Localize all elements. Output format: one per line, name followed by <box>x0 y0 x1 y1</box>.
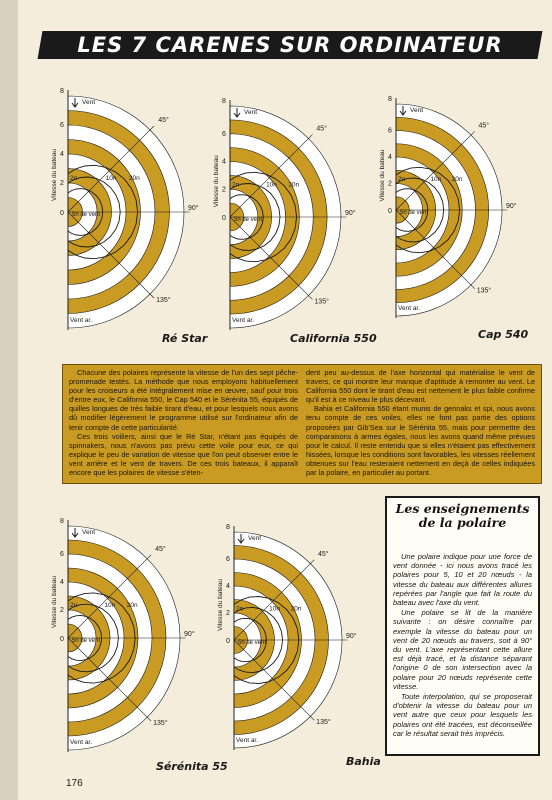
angle-label-135: 135° <box>476 287 492 295</box>
polar-chart-3 <box>378 92 528 327</box>
boat-name-bahia: Bahia <box>346 755 381 768</box>
tick-label-8: 8 <box>60 88 64 95</box>
curve-label-10n: 10n <box>266 181 277 189</box>
tick-label-2: 2 <box>60 180 64 187</box>
curve-label-20n: 20n <box>126 602 138 610</box>
tick-label-6: 6 <box>222 130 226 138</box>
curve-label-5n: 5n de vent <box>72 638 101 644</box>
angle-label-135: 135° <box>156 297 171 305</box>
boat-name-serenita-55: Sérénita 55 <box>156 760 228 773</box>
paragraph: dent peu au-dessus de l'axe horizontal qui matérialise le vent de travers, ce qui montre leur manque d'aptitude à remonter au vent. Le California 550 dont le tirant d'eau est nettement le plus faible confirme qu'il est à ce niveau le plus décevant. <box>306 368 535 405</box>
curve-label-2n: 2n <box>232 181 240 189</box>
paragraph: Toute interpolation, qui se proposerait d'obtenir la vitesse du bateau pour un vent autre que ceux pour lesquels les polaires ont été tracées, est déconseillée car le résultat serait très imprécis. <box>393 692 532 738</box>
angle-label-90: 90° <box>506 203 517 210</box>
angle-label-45: 45° <box>318 550 329 558</box>
curve-label-20n: 20n <box>290 605 302 613</box>
paragraph: Chacune des polaires représente la vitesse de l'un des sept pêche-promenade testés. La méthode que nous employons habituellement pour les croiseurs a été intégralement mise en œuvre, sauf pour trois d'entre eux, le California 550, le Cap 540 et le Sérénita 55, équipés de quilles longues de très faible tirant d'eau, et pour lesquels nous avons dû modifier légèrement le programme utilisé sur l'ordinateur afin de tenir compte de cette particularité. <box>69 368 298 432</box>
curve-label-20n: 20n <box>288 181 300 189</box>
curve-label-5n: 5n de vent <box>234 217 263 223</box>
tick-label-2: 2 <box>226 610 230 617</box>
wind-rear-label: Vent ar. <box>70 317 93 324</box>
polar-chart-2 <box>212 94 364 339</box>
curve-label-5n: 5n de vent <box>72 212 101 218</box>
tick-label-2: 2 <box>388 180 392 188</box>
sidebar-body <box>393 552 532 739</box>
curve-label-2n: 2n <box>70 602 78 610</box>
wind-rear-label: Vent ar. <box>232 317 255 324</box>
angle-label-45: 45° <box>155 545 166 553</box>
page-number: 176 <box>66 778 83 789</box>
page-title: LES 7 CARENES SUR ORDINATEUR <box>77 33 503 57</box>
wind-rear-label: Vent ar. <box>70 739 93 746</box>
curve-label-5n: 5n de vent <box>400 210 429 216</box>
wind-label: Vent <box>82 99 96 106</box>
tick-label-2: 2 <box>60 607 64 614</box>
paragraph: Une polaire indique pour une force de vent donnée - ici nous avons tracé les polaires pour 5, 10 et 20 nœuds - la vitesse du bateau aux différentes allures repérées par l'angle que fait la route du bateau avec l'axe du vent. <box>393 552 532 608</box>
axis-label-y: Vitesse du bateau <box>213 155 220 208</box>
angle-label-135: 135° <box>316 719 331 727</box>
tick-label-0: 0 <box>60 210 64 217</box>
boat-name-california-550: California 550 <box>290 332 377 345</box>
tick-label-6: 6 <box>60 122 64 129</box>
tick-label-6: 6 <box>60 551 64 558</box>
angle-label-45: 45° <box>158 116 169 124</box>
tick-label-8: 8 <box>226 524 230 531</box>
boat-name-cap-540: Cap 540 <box>478 328 529 341</box>
tick-label-6: 6 <box>388 127 392 135</box>
curve-label-2n: 2n <box>70 175 78 183</box>
tick-label-0: 0 <box>222 215 226 222</box>
axis-label-y: Vitesse du bateau <box>51 576 58 628</box>
angle-label-90: 90° <box>346 633 357 640</box>
angle-label-90: 90° <box>184 631 195 638</box>
paragraph: Une polaire se lit de la manière suivante : on désire connaître par exemple la vitesse du bateau pour un vent de 20 nœuds au travers, soit à 90° du vent. L'axe représentant cette allure est déjà tracé, et la distance séparant l'origine 0 de son intersection avec la polaire pour 20 nœuds représente cette vitesse. <box>393 608 532 691</box>
tick-label-0: 0 <box>60 636 64 643</box>
polar-chart-4 <box>50 514 200 762</box>
tick-label-4: 4 <box>222 158 226 166</box>
sidebar-box <box>385 496 540 756</box>
page-edge-strip <box>0 0 18 800</box>
curve-label-5n: 5n de vent <box>238 640 267 646</box>
paragraph: Bahia et California 550 étant munis de gennaks et spi, nous avons tenu compte de ces voiles, elles ne font pas partie des options proposées par Gib'Sea sur le Sérénita 55, mais pour permettre des comparaisons à armes égales, nous les avons quand même prévues pour le calcul. Il reste entendu que si elles n'étaient pas effectivement hissées, lorsque les conditions sont favorables, les vitesses réellement obtenues sur l'eau resteraient nettement en deçà de celles indiquées par la polaire, en particulier au portant. <box>306 404 535 478</box>
angle-label-90: 90° <box>188 205 199 212</box>
wind-rear-label: Vent ar. <box>236 737 259 744</box>
axis-label-y: Vitesse du bateau <box>51 149 58 201</box>
main-text-box <box>62 364 542 484</box>
polar-chart-1 <box>50 84 200 339</box>
sidebar-heading: Les enseignements de la polaire <box>395 501 530 530</box>
axis-label-y: Vitesse du bateau <box>217 579 224 631</box>
polar-chart-5 <box>216 520 368 760</box>
wind-label: Vent <box>82 529 96 536</box>
curve-label-20n: 20n <box>128 175 140 183</box>
paragraph: Ces trois voiliers, ainsi que le Ré Star, n'étant pas équipés de spinnakers, nous n'avons pas prévu cette voile pour eux, ce qui explique le peu de variation de vitesse que l'on peut observer entre le vent arrière et le vent de travers. De ces trois bateaux, il apparaît encore que les polaires de vitesse s'éten- <box>69 431 298 478</box>
wind-label: Vent <box>244 109 258 116</box>
tick-label-4: 4 <box>60 151 64 158</box>
curve-label-10n: 10n <box>430 175 442 183</box>
tick-label-8: 8 <box>222 98 226 105</box>
tick-label-8: 8 <box>60 518 64 525</box>
curve-label-10n: 10n <box>269 605 280 613</box>
curve-label-2n: 2n <box>398 175 406 183</box>
wind-label: Vent <box>410 107 424 114</box>
main-text-column-2 <box>306 368 535 477</box>
tick-label-2: 2 <box>222 186 226 194</box>
angle-label-135: 135° <box>153 720 168 728</box>
tick-label-4: 4 <box>388 154 392 161</box>
tick-label-6: 6 <box>226 556 230 563</box>
tick-label-4: 4 <box>60 579 64 586</box>
angle-label-45: 45° <box>316 125 327 133</box>
main-text-column-1 <box>69 368 298 477</box>
tick-label-8: 8 <box>388 96 392 103</box>
tick-label-0: 0 <box>388 208 392 215</box>
curve-label-2n: 2n <box>236 605 244 613</box>
curve-label-10n: 10n <box>105 175 117 183</box>
tick-label-4: 4 <box>226 583 230 590</box>
axis-label-y: Vitesse du bateau <box>379 149 386 202</box>
tick-label-0: 0 <box>226 638 230 645</box>
curve-label-20n: 20n <box>451 175 463 183</box>
angle-label-45: 45° <box>478 122 490 130</box>
wind-label: Vent <box>248 535 262 542</box>
angle-label-135: 135° <box>314 298 329 306</box>
wind-rear-label: Vent ar. <box>398 305 421 312</box>
boat-name-re-star: Ré Star <box>162 332 208 345</box>
angle-label-90: 90° <box>345 210 356 217</box>
curve-label-10n: 10n <box>104 602 116 610</box>
